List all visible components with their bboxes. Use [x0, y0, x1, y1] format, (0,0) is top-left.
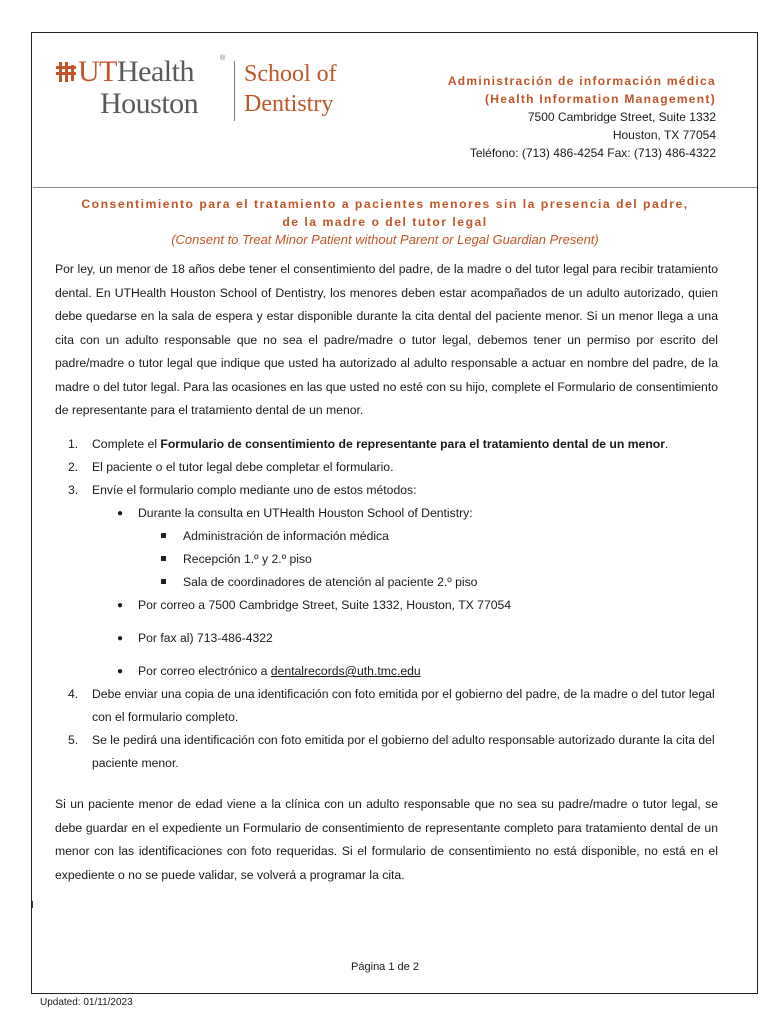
method-mail: ● Por correo a 7500 Cambridge Street, Suite 1332, Houston, TX 77054	[55, 594, 725, 617]
uthealth-emblem-icon	[54, 60, 78, 84]
contact-header	[448, 72, 716, 162]
street-address: 7500 Cambridge Street, Suite 1332	[527, 110, 716, 124]
square-bullet-icon	[161, 533, 166, 538]
updated-date: Updated: 01/11/2023	[40, 997, 133, 1008]
document-title	[40, 195, 730, 249]
closing-paragraph: Si un paciente menor de edad viene a la clínica con un adulto responsable que no sea su padre/madre o tutor legal, se debe guardar en el expediente un Formulario de consentimiento de representante completo para tratamiento dental de un menor con las identificaciones con foto requeridas. Si el formulario de consentimiento no está disponible, no está en el expediente o no se puede validar, se volverá a programar la cita.	[55, 797, 718, 882]
uthealth-logo	[54, 55, 354, 125]
method-email: ● Por correo electrónico a dentalrecords@uth.tmc.edu	[55, 660, 725, 683]
location-him: Administración de información médica	[55, 525, 725, 548]
step-5: 5. Se le pedirá una identificación con foto emitida por el gobierno del adulto responsable autorizado durante la cita del paciente menor.	[68, 733, 715, 770]
location-coordinators: Sala de coordinadores de atención al paciente 2.º piso	[55, 571, 725, 594]
square-bullet-icon	[161, 579, 166, 584]
bullet-icon: ●	[117, 508, 124, 519]
location-reception: Recepción 1.º y 2.º piso	[55, 548, 725, 571]
logo-houston-text: Houston	[100, 87, 199, 120]
method-in-person: ● Durante la consulta en UTHealth Houston School of Dentistry:	[55, 502, 725, 525]
stray-mark: I	[31, 900, 34, 911]
bullet-icon: ●	[117, 633, 124, 644]
org-name-spanish: Administración de información médica	[447, 74, 716, 88]
city-address: Houston, TX 77054	[612, 128, 716, 142]
email-link[interactable]: dentalrecords@uth.tmc.edu	[270, 664, 421, 678]
method-fax: ● Por fax al) 713-486-4322	[55, 627, 725, 650]
org-name-english: (Health Information Management)	[485, 92, 716, 106]
logo-school-text: School of Dentistry	[244, 61, 337, 117]
form-name-bold: Formulario de consentimiento de representante para el tratamiento dental de un menor	[160, 437, 665, 451]
bullet-icon: ●	[117, 666, 124, 677]
title-line-2: de la madre o del tutor legal	[282, 215, 488, 229]
title-line-1: Consentimiento para el tratamiento a pacientes menores sin la presencia del padre,	[81, 197, 689, 211]
step-3: 3. Envíe el formulario complo mediante uno de estos métodos:	[68, 483, 417, 497]
bullet-icon: ●	[117, 600, 124, 611]
intro-paragraph: Por ley, un menor de 18 años debe tener el consentimiento del padre, de la madre o del tutor legal para recibir tratamiento dental. En UTHealth Houston School of Dentistry, los menores deben estar acompañados de un adulto autorizado, quien debe quedarse en la sala de espera y estar disponible durante la cita dental del paciente menor. Si un menor llega a una cita con un adulto responsable que no sea el padre/madre o tutor legal, debemos tener un permiso por escrito del padre/madre o tutor legal que indique que usted ha autorizado al adulto responsable a actuar en nombre del padre, de la madre o del tutor legal. Para las ocasiones en las que usted no esté con su hijo, complete el Formulario de consentimiento de representante para el tratamiento dental de un menor.	[55, 262, 718, 417]
steps-list	[55, 433, 725, 775]
logo-divider	[234, 61, 235, 121]
square-bullet-icon	[161, 556, 166, 561]
page-number: Página 1 de 2	[351, 961, 419, 973]
step-4: 4. Debe enviar una copia de una identificación con foto emitida por el gobierno del padre, de la madre o del tutor legal con el formulario completo.	[68, 687, 715, 724]
logo-uthealth-text: UTHealth	[78, 55, 194, 88]
phone-fax: Teléfono: (713) 486-4254 Fax: (713) 486-4322	[469, 146, 716, 160]
logo-registered-mark: ®	[220, 55, 226, 62]
header-rule	[33, 187, 757, 188]
title-english: (Consent to Treat Minor Patient without Parent or Legal Guardian Present)	[171, 232, 599, 247]
step-1: 1. Complete el Formulario de consentimiento de representante para el tratamiento dental de un menor.	[68, 437, 669, 451]
step-2: 2. El paciente o el tutor legal debe completar el formulario.	[68, 460, 394, 474]
